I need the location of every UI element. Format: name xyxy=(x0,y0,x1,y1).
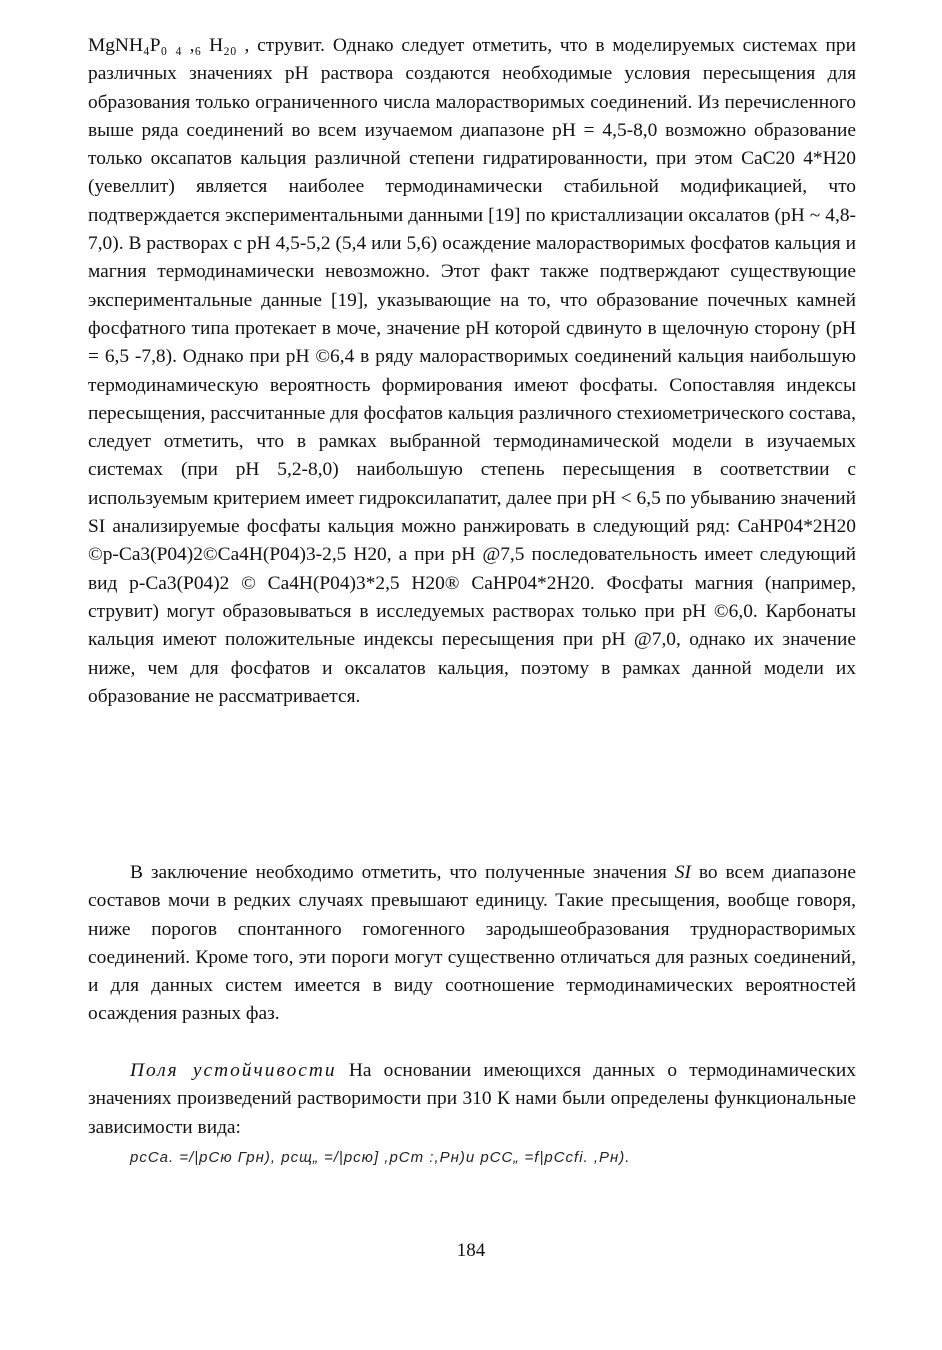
section-heading: Поля устойчивости xyxy=(130,1060,337,1081)
paragraph-2-text xyxy=(88,859,856,1029)
paragraph-2-start: В заключение необходимо отметить, что полученные значения xyxy=(130,862,675,883)
paragraph-3-body: На основании имеющихся данных о термодинамических значениях произведений растворимости при 310 К нами были определены функциональные зависимости вида: xyxy=(88,1060,857,1138)
formula-line: pcCa. =/|pCю Грн), рсщ„ =/|pсю] ,pCт :,Pн)и pCC„ =f|pCcfi. ,Pн). xyxy=(130,1149,631,1166)
page-number: 184 xyxy=(456,1240,486,1261)
paragraph-1-text: MgNH₄P₀ ₄ ,₆ H₂₀ , струвит. Однако следует отметить, что в моделируемых системах при различных значениях pH раствора создаются необходимые условия пересыщения для образования только ограниченного числа малорастворимых соединений. Из перечисленного выше ряда соединений во всем изучаемом диапазоне pH = 4,5-8,0 возможно образование только оксапатов кальция различной степени гидратированности, при этом CaC20 4*H20 (уевеллит) является наиболее термодинамически стабильной модификацией, что подтверждается экспериментальными данными [19] по кристаллизации оксалатов (pH ~ 4,8-7,0). В растворах с pH 4,5-5,2 (5,4 или 5,6) осаждение малорастворимых фосфатов кальция и магния термодинамически невозможно. Этот факт также подтверждают существующие экспериментальные данные [19], указывающие на то, что образование почечных камней фосфатного типа протекает в моче, значение pH которой сдвинуто в щелочную сторону (pH = 6,5 -7,8). Однако при pH ©6,4 в ряду малорастворимых соединений кальция наибольшую термодинамическую вероятность формирования имеют фосфаты. Сопоставляя индексы пересыщения, рассчитанные для фосфатов кальция различного стехиометрического состава, следует отметить, что в рамках выбранной термодинамической модели в изучаемых системах (при pH 5,2-8,0) наибольшую степень пересыщения в соответствии с используемым критерием имеет гидроксилапатит, далее при pH < 6,5 по убыванию значений SI анализируемые фосфаты кальция можно ранжировать в следующий ряд: CaHP04*2H20 ©р-Са3(Р04)2©Са4Н(Р04)3-2,5 H20, а при pH @7,5 последовательность имеет следующий вид р-Са3(Р04)2 © Са4Н(Р04)3*2,5 H20® CaHP04*2H20. Фосфаты магния (например, струвит) могут образовываться в исследуемых растворах только при pH ©6,0. Карбонаты кальция имеют положительные индексы пересыщения при pH @7,0, однако их значение ниже, чем для фосфатов и оксалатов кальция, поэтому в рамках данной модели их образование не рассматривается. xyxy=(88,35,856,707)
si-term: SI xyxy=(674,862,691,883)
paragraph-1 xyxy=(88,32,856,711)
paragraph-2 xyxy=(88,859,856,1029)
paragraph-3 xyxy=(88,1057,856,1142)
paragraph-3-text xyxy=(88,1057,856,1142)
paragraph-2-rest: во всем диапазоне составов мочи в редких случаях превышают единицу. Такие пресыщения, вообще говоря, ниже порогов спонтанного гомогенного зародышеобразования труднорастворимых соединений. Кроме того, эти пороги могут существенно отличаться для разных соединений, и для данных систем имеется в виду соотношение термодинамических вероятностей осаждения разных фаз. xyxy=(88,862,857,1025)
